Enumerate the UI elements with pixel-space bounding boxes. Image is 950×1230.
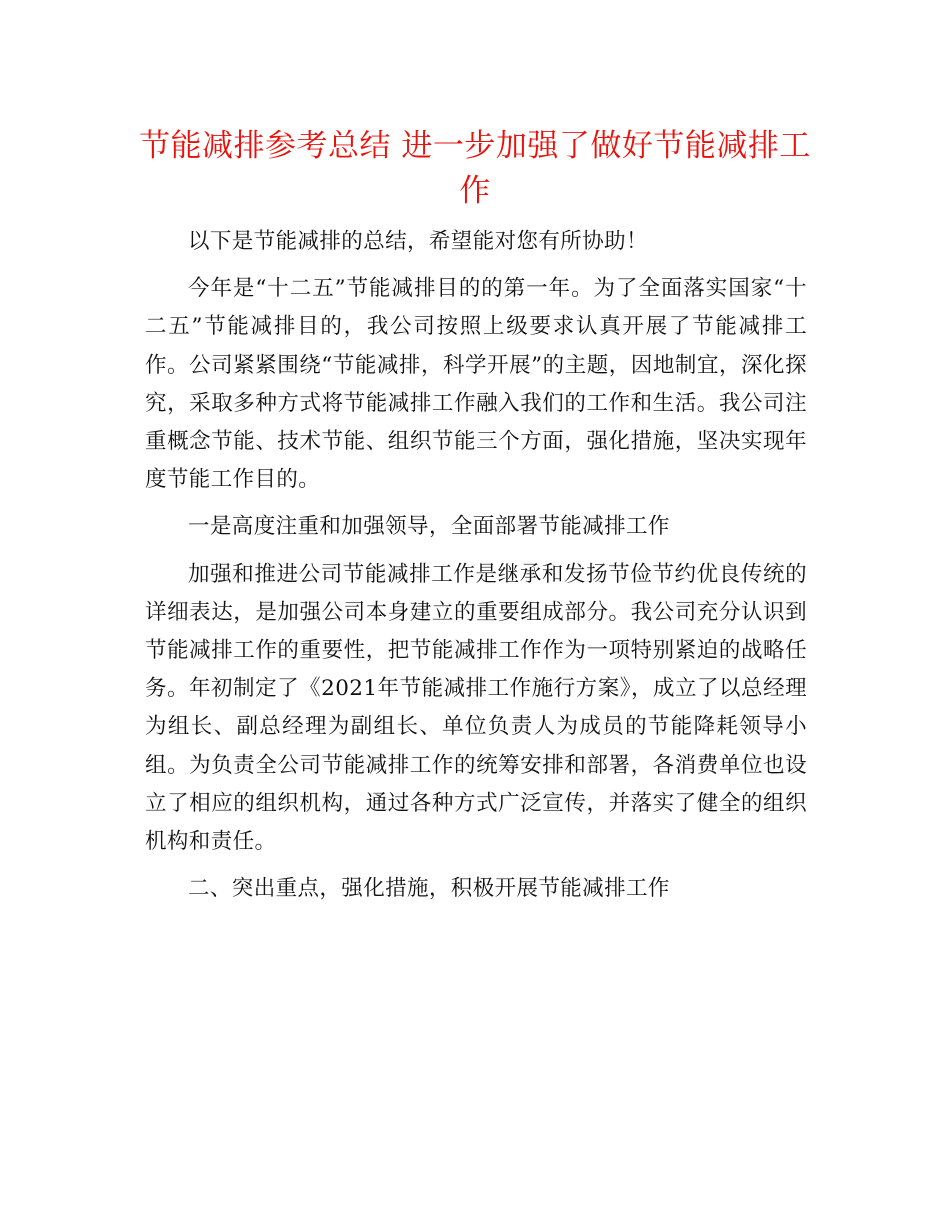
intro-paragraph: 以下是节能减排的总结，希望能对您有所协助！ <box>188 229 648 254</box>
section-one-paragraph: 加强和推进公司节能减排工作是继承和发扬节俭节约优良传统的详细表达，是加强公司本身建立的重要组成部分。我公司充分认识到节能减排工作的重要性，把节能减排工作作为一项特别紧迫的战略任务。年初制定了《2021年节能减排工作施行方案》，成立了以总经理为组长、副总经理为副组长、单位负责人为成员的节能降耗领导小组。为负责全公司节能减排工作的统筹安排和部署，各消费单位也设立了相应的组织机构，通过各种方式广泛宣传，并落实了健全的组织机构和责任。 <box>145 561 807 855</box>
overview-paragraph: 今年是“十二五”节能减排目的的第一年。为了全面落实国家“十二五”节能减排目的，我公司按照上级要求认真开展了节能减排工作。公司紧紧围绕“节能减排，科学开展”的主题，因地制宜，深化探究，采取多种方式将节能减排工作融入我们的工作和生活。我公司注重概念节能、技术节能、组织节能三个方面，强化措施，坚决实现年度节能工作目的。 <box>145 276 807 493</box>
document-title: 节能减排参考总结 进一步加强了做好节能减排工作 <box>139 128 811 209</box>
section-heading-two: 二、突出重点，强化措施，积极开展节能减排工作 <box>188 876 670 902</box>
section-heading-one: 一是高度注重和加强领导，全面部署节能减排工作 <box>188 514 670 540</box>
document-body <box>145 223 807 917</box>
